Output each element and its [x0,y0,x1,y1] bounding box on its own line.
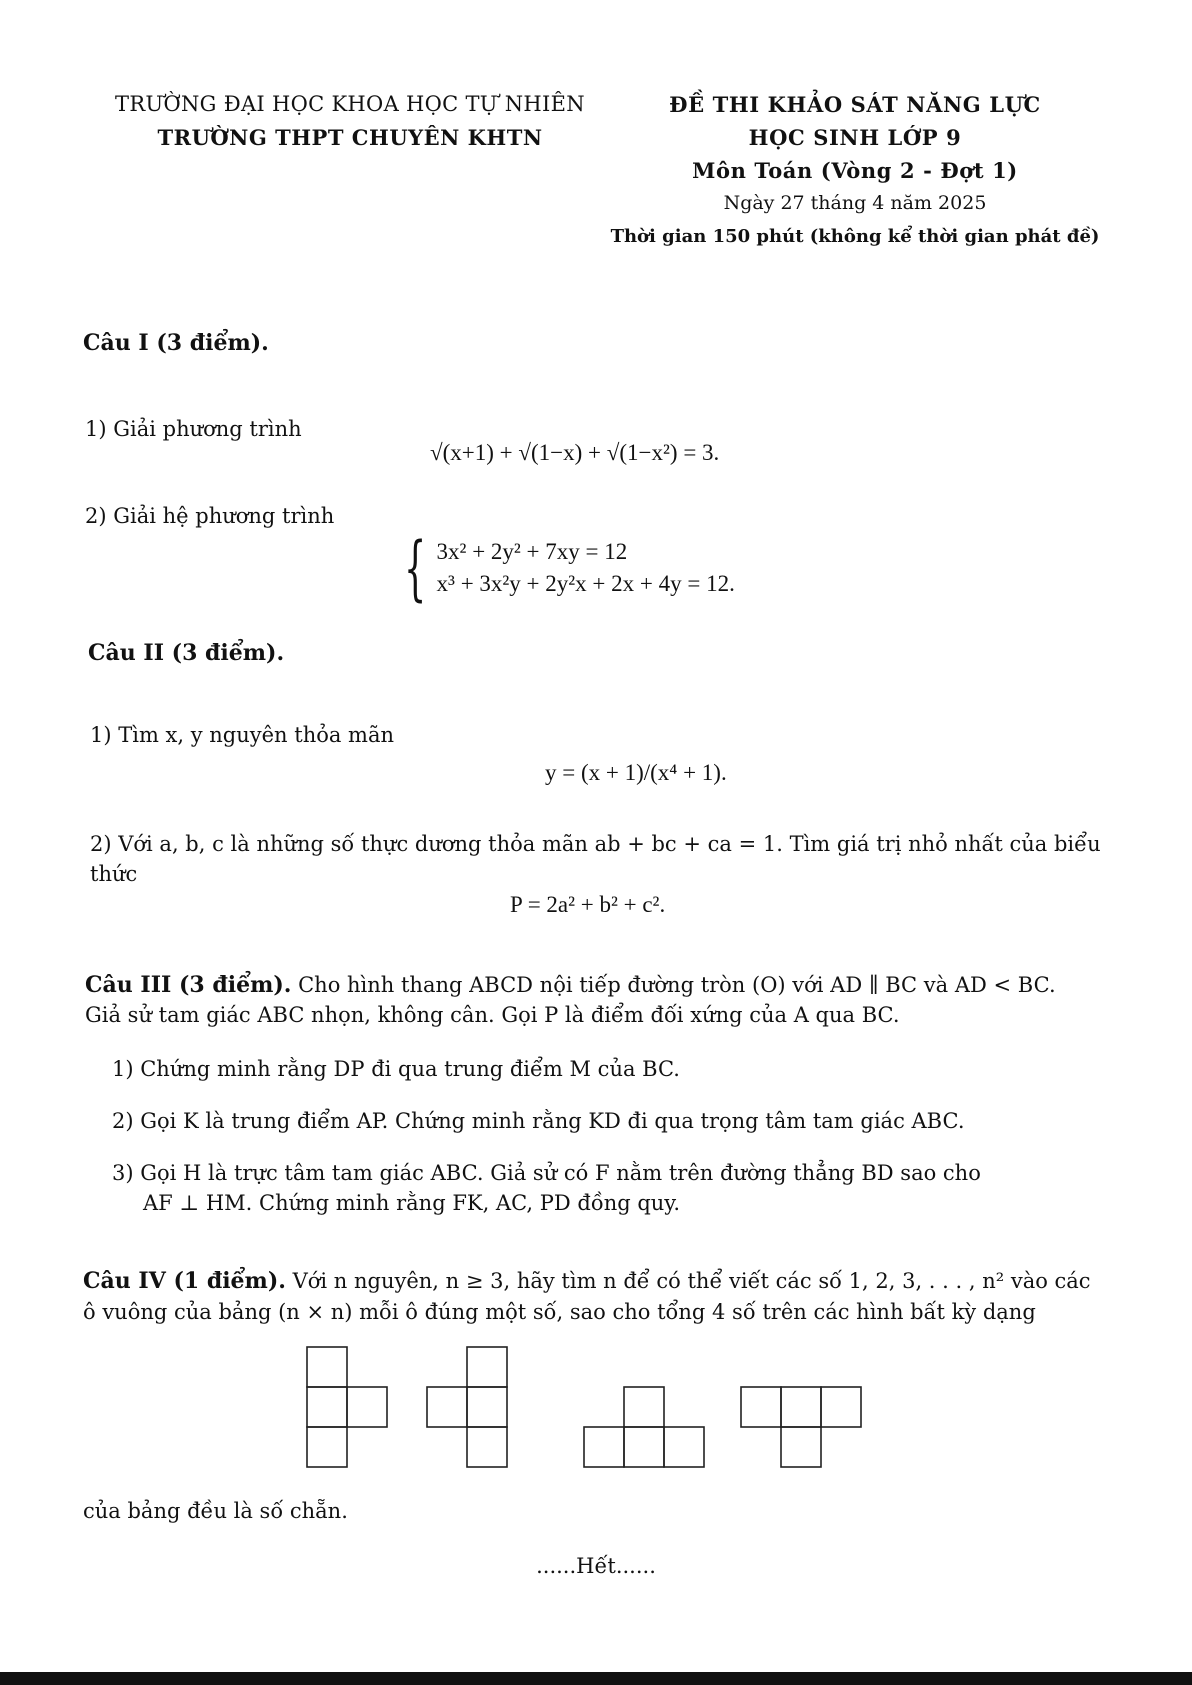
left-brace: { [404,527,427,609]
section-1-title: Câu I (3 điểm). [83,330,269,356]
university-name: TRƯỜNG ĐẠI HỌC KHOA HỌC TỰ NHIÊN [115,92,585,116]
q4-line-1: Với n nguyên, n ≥ 3, hãy tìm n để có thể viết các số 1, 2, 3, . . . , n² vào các [292,1269,1091,1293]
exam-grade: HỌC SINH LỚP 9 [748,125,962,150]
q3-intro-line-2: Giả sử tam giác ABC nhọn, không cân. Gọi P là điểm đối xứng của A qua BC. [85,1003,900,1027]
section-3-title: Câu III (3 điểm). [85,972,292,998]
exam-header [600,88,1110,253]
q3-2-text: 2) Gọi K là trung điểm AP. Chứng minh rằng KD đi qua trọng tâm tam giác ABC. [112,1109,965,1133]
section-2-title: Câu II (3 điểm). [88,640,285,666]
q1-2-label: 2) Giải hệ phương trình [85,504,335,528]
q4-line-3: của bảng đều là số chẵn. [83,1499,348,1523]
q2-2-text: 2) Với a, b, c là những số thực dương thỏa mãn ab + bc + ca = 1. Tìm giá trị nhỏ nhất của biểu thức [90,832,1101,886]
exam-date: Ngày 27 tháng 4 năm 2025 [723,192,987,214]
exam-subject: Môn Toán (Vòng 2 - Đợt 1) [692,158,1018,183]
q3-3-text-line-1: 3) Gọi H là trực tâm tam giác ABC. Giả sử có F nằm trên đường thẳng BD sao cho [112,1161,981,1185]
t-shape-down [740,1386,866,1472]
t-shape-vertical-left [425,1346,511,1472]
section-3-intro [85,970,1125,1000]
q2-2-equation: P = 2a² + b² + c². [510,892,666,917]
t-shape-vertical-right [306,1346,392,1472]
exam-duration: Thời gian 150 phút (không kể thời gian phát đề) [610,226,1100,247]
q3-intro-line-1: Cho hình thang ABCD nội tiếp đường tròn (O) với AD ∥ BC và AD < BC. [298,973,1056,997]
q2-1-label: 1) Tìm x, y nguyên thỏa mãn [90,723,395,747]
school-header [95,88,605,154]
q1-2-system [404,527,735,609]
q1-2-equation-1: 3x² + 2y² + 7xy = 12 [436,539,628,564]
end-marker: ......Hết...... [536,1554,656,1578]
q1-1-label: 1) Giải phương trình [85,417,302,441]
exam-title: ĐỀ THI KHẢO SÁT NĂNG LỰC [669,92,1041,117]
school-name: TRƯỜNG THPT CHUYÊN KHTN [157,125,543,150]
scan-bottom-border [0,1672,1192,1685]
section-4-intro [83,1266,1133,1296]
t-shape-up [583,1386,709,1472]
q4-line-2: ô vuông của bảng (n × n) mỗi ô đúng một số, sao cho tổng 4 số trên các hình bất kỳ dạng [83,1300,1036,1324]
q1-2-equation-2: x³ + 3x²y + 2y²x + 2x + 4y = 12. [436,571,735,596]
q3-3-text-line-2: AF ⊥ HM. Chứng minh rằng FK, AC, PD đồng quy. [143,1191,681,1215]
q2-1-equation: y = (x + 1)/(x⁴ + 1). [545,760,727,785]
q1-1-equation: √(x+1) + √(1−x) + √(1−x²) = 3. [430,440,720,465]
section-4-title: Câu IV (1 điểm). [83,1268,286,1294]
q3-1-text: 1) Chứng minh rằng DP đi qua trung điểm M của BC. [112,1057,680,1081]
